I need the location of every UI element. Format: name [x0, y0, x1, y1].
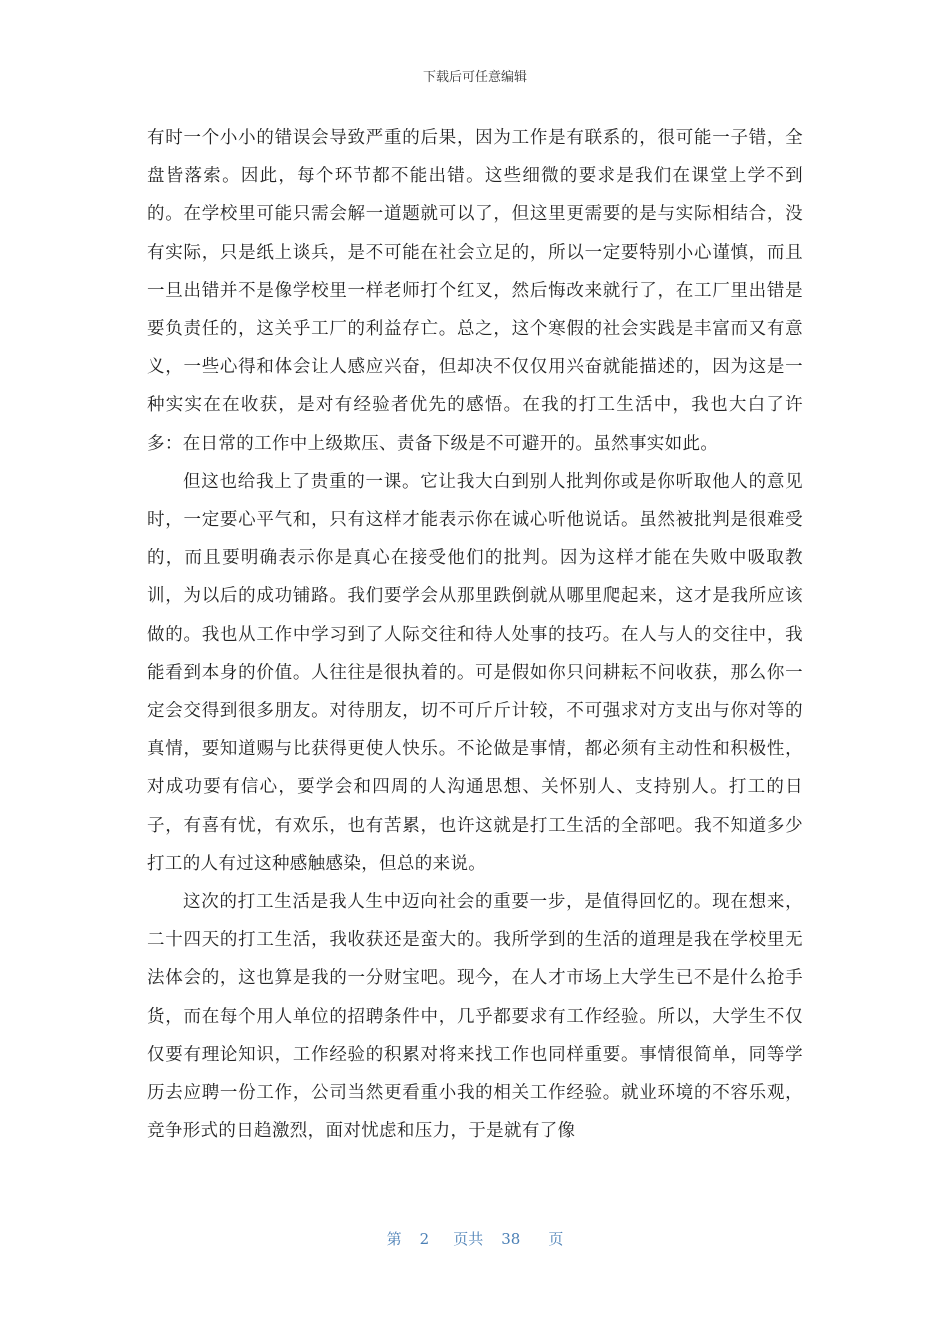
page-footer	[0, 1228, 950, 1249]
document-body	[147, 119, 803, 1150]
footer-suffix: 页	[548, 1230, 564, 1248]
footer-current-page: 2	[419, 1230, 430, 1248]
footer-middle: 页共	[453, 1230, 484, 1248]
footer-prefix: 第	[386, 1230, 402, 1248]
paragraph-2: 但这也给我上了贵重的一课。它让我大白到别人批判你或是你听取他人的意见时，一定要心平气和，只有这样才能表示你在诚心听他说话。虽然被批判是很难受的，而且要明确表示你是真心在接受他们的批判。因为这样才能在失败中吸取教训，为以后的成功铺路。我们要学会从那里跌倒就从哪里爬起来，这才是我所应该做的。我也从工作中学习到了人际交往和待人处事的技巧。在人与人的交往中，我能看到本身的价值。人往往是很执着的。可是假如你只问耕耘不问收获，那么你一定会交得到很多朋友。对待朋友，切不可斤斤计较，不可强求对方支出与你对等的真情，要知道赐与比获得更使人快乐。不论做是事情，都必须有主动性和积极性，对成功要有信心，要学会和四周的人沟通思想、关怀别人、支持别人。打工的日子，有喜有忧，有欢乐，也有苦累，也许这就是打工生活的全部吧。我不知道多少打工的人有过这种感触感染，但总的来说。	[147, 471, 803, 874]
footer-total-pages: 38	[501, 1230, 521, 1248]
page-header: 下载后可任意编辑	[422, 70, 527, 85]
paragraph-1: 有时一个小小的错误会导致严重的后果，因为工作是有联系的，很可能一子错，全盘皆落索。因此，每个环节都不能出错。这些细微的要求是我们在课堂上学不到的。在学校里可能只需会解一道题就可以了，但这里更需要的是与实际相结合，没有实际，只是纸上谈兵，是不可能在社会立足的，所以一定要特别小心谨慎，而且一旦出错并不是像学校里一样老师打个红叉，然后悔改来就行了，在工厂里出错是要负责任的，这关乎工厂的利益存亡。总之，这个寒假的社会实践是丰富而又有意义，一些心得和体会让人感应兴奋，但却决不仅仅用兴奋就能描述的，因为这是一种实实在在收获，是对有经验者优先的感悟。在我的打工生活中，我也大白了许多：在日常的工作中上级欺压、责备下级是不可避开的。虽然事实如此。	[147, 128, 803, 454]
paragraph-3: 这次的打工生活是我人生中迈向社会的重要一步，是值得回忆的。现在想来，二十四天的打工生活，我收获还是蛮大的。我所学到的生活的道理是我在学校里无法体会的，这也算是我的一分财宝吧。现今，在人才市场上大学生已不是什么抢手货，而在每个用人单位的招聘条件中，几乎都要求有工作经验。所以，大学生不仅仅要有理论知识，工作经验的积累对将来找工作也同样重要。事情很简单，同等学历去应聘一份工作，公司当然更看重小我的相关工作经验。就业环境的不容乐观，竞争形式的日趋激烈，面对忧虑和压力，于是就有了像	[147, 892, 803, 1142]
